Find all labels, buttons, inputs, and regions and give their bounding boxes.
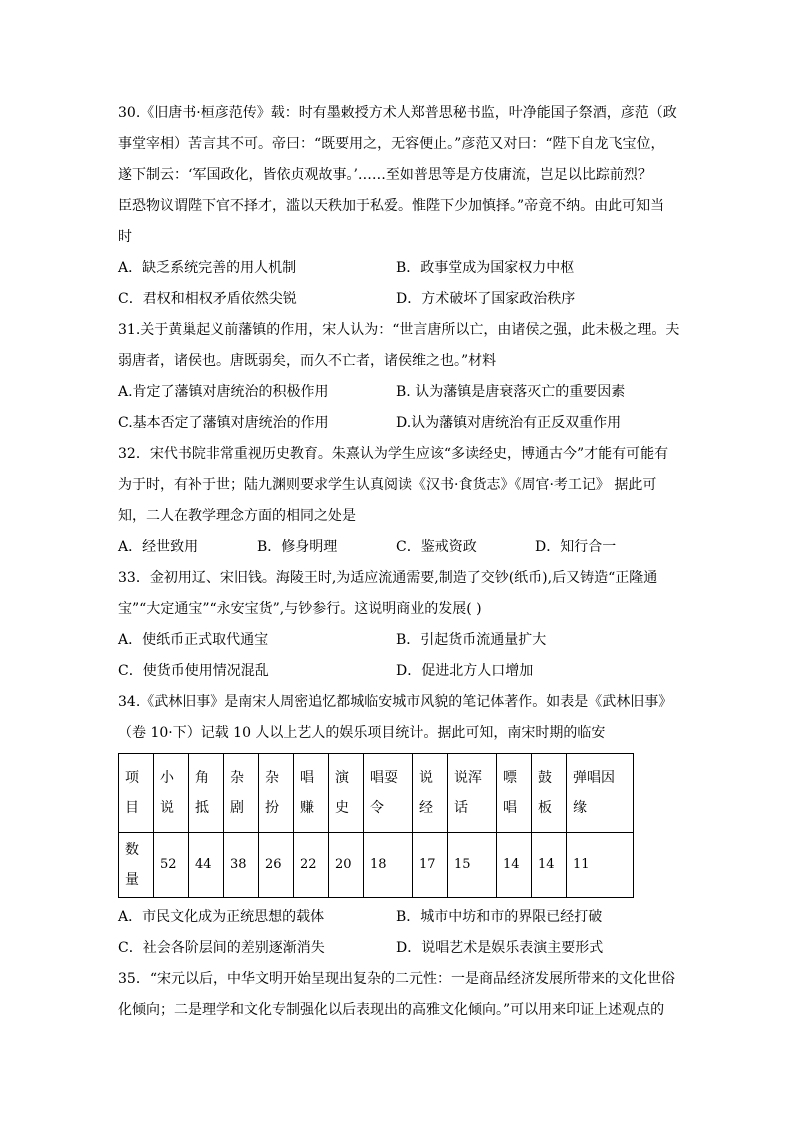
table-cell-item: 唱赚	[294, 754, 329, 833]
table-cell-item: 鼓板	[532, 754, 567, 833]
option-d: D．说唱艺术是娱乐表演主要形式	[396, 940, 604, 956]
table-cell-count: 11	[567, 833, 634, 898]
question-31-line: 弱唐者，诸侯也。唐既弱矣，而久不亡者，诸侯维之也。”材料	[118, 353, 497, 369]
table-cell-count: 14	[497, 833, 532, 898]
table-row-items	[119, 754, 634, 833]
option-d: D．知行合一	[535, 539, 617, 555]
table-header-label: 项目	[119, 754, 154, 833]
table-cell-count: 18	[364, 833, 413, 898]
question-33	[118, 563, 680, 687]
options-row	[118, 253, 680, 284]
option-c: C．君权和相权矛盾依然尖锐	[118, 291, 297, 307]
option-a: A．市民文化成为正统思想的载体	[118, 909, 325, 925]
options-row	[118, 902, 680, 933]
question-30-line: 遂下制云：‘军国政化，皆依贞观故事。’……至如普思等是方伎庸流，岂足以比踪前烈？	[118, 167, 652, 183]
table-cell-item: 杂剧	[224, 754, 259, 833]
table-cell-count: 20	[329, 833, 364, 898]
options-row	[118, 532, 680, 563]
option-a: A.肯定了藩镇对唐统治的积极作用	[118, 384, 329, 400]
question-30	[118, 98, 680, 315]
table-cell-item: 演史	[329, 754, 364, 833]
table-cell-item: 杂扮	[259, 754, 294, 833]
question-30-line: 臣恐物议谓陛下官不择才，滥以天秩加于私爱。惟陛下少加慎择。”帝竟不纳。由此可知当	[118, 198, 665, 214]
table-cell-count: 26	[259, 833, 294, 898]
option-d: D．促进北方人口增加	[396, 663, 534, 679]
question-33-line: 宝”“大定通宝”“永安宝货”,与钞参行。这说明商业的发展( )	[118, 601, 482, 617]
question-32	[118, 439, 680, 563]
option-c: C.基本否定了藩镇对唐统治的作用	[118, 415, 329, 431]
option-c: C．社会各阶层间的差别逐渐消失	[118, 940, 325, 956]
question-35-line: 35．“宋元以后，中华文明开始呈现出复杂的二元性：一是商品经济发展所带来的文化世俗	[118, 971, 675, 987]
table-cell-count: 17	[413, 833, 448, 898]
options-row	[118, 408, 680, 439]
question-31	[118, 315, 680, 439]
table-cell-count: 22	[294, 833, 329, 898]
option-b: B．政事堂成为国家权力中枢	[396, 260, 575, 276]
table-cell-count: 38	[224, 833, 259, 898]
option-a: A．缺乏系统完善的用人机制	[118, 260, 297, 276]
option-c: C．使货币使用情况混乱	[118, 663, 269, 679]
question-32-line: 32．宋代书院非常重视历史教育。朱熹认为学生应该“多读经史，博通古今”才能有可能有	[118, 446, 669, 462]
question-30-line: 时	[118, 229, 132, 245]
options-row	[118, 933, 680, 964]
table-cell-item: 弹唱因缘	[567, 754, 634, 833]
question-30-line: 30.《旧唐书·桓彦范传》载：时有墨敕授方术人郑普思秘书监，叶净能国子祭酒，彦范（政	[118, 105, 677, 121]
option-b: B．引起货币流通量扩大	[396, 632, 547, 648]
question-35	[118, 964, 680, 1026]
question-34-line: （卷 10·下）记载 10 人以上艺人的娱乐项目统计。据此可知，南宋时期的临安	[118, 725, 606, 741]
table-cell-count: 15	[448, 833, 497, 898]
options-row	[118, 656, 680, 687]
option-a: A．使纸币正式取代通宝	[118, 632, 269, 648]
option-a: A．经世致用	[118, 539, 199, 555]
question-35-line: 化倾向；二是理学和文化专制强化以后表现出的高雅文化倾向。”可以用来印证上述观点的	[118, 1002, 665, 1018]
options-row	[118, 377, 680, 408]
exam-page	[118, 98, 680, 1026]
table-cell-item: 小说	[154, 754, 189, 833]
option-d: D．方术破坏了国家政治秩序	[396, 291, 576, 307]
table-cell-item: 说浑话	[448, 754, 497, 833]
table-cell-count: 14	[532, 833, 567, 898]
option-c: C．鉴戒资政	[396, 539, 477, 555]
options-row	[118, 284, 680, 315]
table-row-counts	[119, 833, 634, 898]
question-34-line: 34.《武林旧事》是南宋人周密追忆都城临安城市风貌的笔记体著作。如表是《武林旧事》	[118, 694, 673, 710]
option-d: D.认为藩镇对唐统治有正反双重作用	[396, 415, 622, 431]
options-row	[118, 625, 680, 656]
question-34	[118, 687, 680, 964]
option-b: B. 认为藩镇是唐衰落灭亡的重要因素	[396, 384, 626, 400]
option-b: B．修身明理	[257, 539, 338, 555]
question-33-line: 33．金初用辽、宋旧钱。海陵王时,为适应流通需要,制造了交钞(纸币),后又铸造“正隆通	[118, 570, 658, 586]
option-b: B．城市中坊和市的界限已经打破	[396, 909, 603, 925]
table-cell-item: 说经	[413, 754, 448, 833]
question-32-line: 知，二人在教学理念方面的相同之处是	[118, 508, 356, 524]
question-30-line: 事堂宰相）苦言其不可。帝曰：“既要用之，无容便止。”彦范又对曰：“陛下自龙飞宝位，	[118, 136, 665, 152]
table-cell-item: 角抵	[189, 754, 224, 833]
question-31-line: 31.关于黄巢起义前藩镇的作用，宋人认为：“世言唐所以亡，由诸侯之强，此未极之理。夫	[118, 322, 680, 338]
table-cell-item: 唱耍令	[364, 754, 413, 833]
table-cell-count: 52	[154, 833, 189, 898]
table-cell-item: 嘌唱	[497, 754, 532, 833]
table-cell-count: 44	[189, 833, 224, 898]
question-32-line: 为于时，有补于世；陆九渊则要求学生认真阅读《汉书·食货志》《周官·考工记》 据此可	[118, 477, 657, 493]
table-count-label: 数量	[119, 833, 154, 898]
entertainment-table	[118, 753, 634, 898]
